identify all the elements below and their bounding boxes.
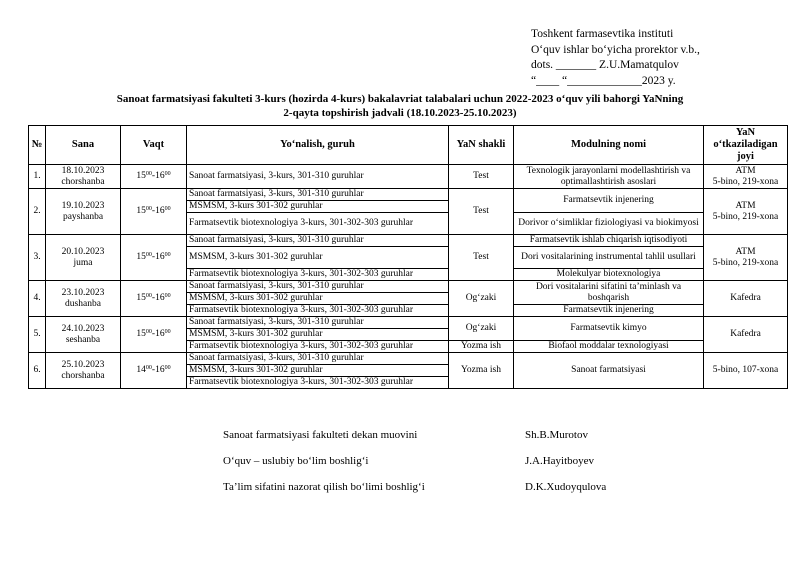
row-time: $14^{00}-16^{00}$	[121, 353, 187, 389]
header-no: №	[29, 126, 46, 165]
header-module: Modulning nomi	[514, 126, 704, 165]
row-place: 5-bino, 107-xona	[704, 353, 788, 389]
row-module: Farmatsevtik ishlab chiqarish iqtisodiyoti	[514, 235, 704, 247]
header-place: YaN o‘tkaziladigan joyi	[704, 126, 788, 165]
row-number: 5.	[29, 317, 46, 353]
row-place: ATM 5-bino, 219-xona	[704, 235, 788, 281]
title-line-2: 2-qayta topshirish jadvali (18.10.2023-25.10.2023)	[283, 107, 517, 119]
row-time: $15^{00}-16^{00}$	[121, 317, 187, 353]
header-direction: Yo‘nalish, guruh	[187, 126, 449, 165]
row-group: Sanoat farmatsiyasi, 3-kurs, 301-310 guruhlar	[187, 317, 449, 329]
row-module: Dori vositalarini sifatini ta’minlash va boshqarish	[514, 281, 704, 305]
row-group: Farmatsevtik biotexnologiya 3-kurs, 301-302-303 guruhlar	[187, 213, 449, 235]
approval-position: O‘quv ishlar bo‘yicha prorektor v.b.,	[531, 43, 700, 56]
row-number: 4.	[29, 281, 46, 317]
row-module: Dori vositalarining instrumental tahlil usullari	[514, 247, 704, 269]
row-group: MSMSM, 3-kurs 301-302 guruhlar	[187, 329, 449, 341]
row-date: 25.10.2023 chorshanba	[46, 353, 121, 389]
row-date: 23.10.2023 dushanba	[46, 281, 121, 317]
row-module: Dorivor o‘simliklar fiziologiyasi va biokimyosi	[514, 213, 704, 235]
row-module: Farmatsevtik kimyo	[514, 317, 704, 341]
row-group: Farmatsevtik biotexnologiya 3-kurs, 301-302-303 guruhlar	[187, 305, 449, 317]
row-form: Og‘zaki	[449, 281, 514, 317]
row-number: 2.	[29, 189, 46, 235]
signature-name-dean: Sh.B.Murotov	[525, 429, 588, 441]
row-form: Test	[449, 235, 514, 281]
row-group: Farmatsevtik biotexnologiya 3-kurs, 301-302-303 guruhlar	[187, 341, 449, 353]
row-group: MSMSM, 3-kurs 301-302 guruhlar	[187, 365, 449, 377]
row-time: $15^{00}-16^{00}$	[121, 165, 187, 189]
row-time: $15^{00}-16^{00}$	[121, 281, 187, 317]
row-group: Farmatsevtik biotexnologiya 3-kurs, 301-302-303 guruhlar	[187, 269, 449, 281]
row-number: 6.	[29, 353, 46, 389]
table-row	[29, 353, 788, 365]
header-time: Vaqt	[121, 126, 187, 165]
row-group: Sanoat farmatsiyasi, 3-kurs, 301-310 guruhlar	[187, 235, 449, 247]
row-module: Molekulyar biotexnologiya	[514, 269, 704, 281]
row-date: 20.10.2023 juma	[46, 235, 121, 281]
row-form: Yozma ish	[449, 341, 514, 353]
approval-signer: dots. _______ Z.U.Mamatqulov	[531, 59, 679, 71]
row-group: MSMSM, 3-kurs 301-302 guruhlar	[187, 201, 449, 213]
table-row	[29, 235, 788, 247]
row-place: Kafedra	[704, 281, 788, 317]
row-number: 1.	[29, 165, 46, 189]
row-place: Kafedra	[704, 317, 788, 353]
row-module: Sanoat farmatsiyasi	[514, 353, 704, 389]
table-row	[29, 189, 788, 201]
row-group: MSMSM, 3-kurs 301-302 guruhlar	[187, 293, 449, 305]
row-module: Farmatsevtik injenering	[514, 189, 704, 213]
approval-block	[531, 27, 700, 89]
row-group: MSMSM, 3-kurs 301-302 guruhlar	[187, 247, 449, 269]
row-place: ATM 5-bino, 219-xona	[704, 189, 788, 235]
row-date: 18.10.2023 chorshanba	[46, 165, 121, 189]
row-form: Test	[449, 165, 514, 189]
table-row	[29, 281, 788, 293]
approval-institute: Toshkent farmasevtika instituti	[531, 28, 674, 40]
row-form: Test	[449, 189, 514, 235]
row-place: ATM 5-bino, 219-xona	[704, 165, 788, 189]
row-module: Texnologik jarayonlarni modellashtirish va optimallashtirish asoslari	[514, 165, 704, 189]
exam-schedule-table	[28, 125, 788, 389]
signature-role-methodology: O‘quv – uslubiy bo‘lim boshlig‘i	[223, 455, 369, 467]
signature-name-quality: D.K.Xudoyqulova	[525, 481, 607, 493]
row-group: Farmatsevtik biotexnologiya 3-kurs, 301-302-303 guruhlar	[187, 377, 449, 389]
row-module: Farmatsevtik injenering	[514, 305, 704, 317]
table-header-row	[29, 126, 788, 165]
signature-name-methodology: J.A.Hayitboyev	[525, 455, 595, 467]
signature-role-dean: Sanoat farmatsiyasi fakulteti dekan muovini	[223, 429, 418, 441]
row-time: $15^{00}-16^{00}$	[121, 189, 187, 235]
row-group: Sanoat farmatsiyasi, 3-kurs, 301-310 guruhlar	[187, 189, 449, 201]
row-form: Yozma ish	[449, 353, 514, 389]
title-line-1: Sanoat farmatsiyasi fakulteti 3-kurs (hozirda 4-kurs) bakalavriat talabalari uchun 2022-2023 o‘quv yili bahorgi YaNning	[116, 93, 684, 105]
table-row	[29, 165, 788, 189]
document-title	[60, 92, 740, 120]
row-date: 24.10.2023 seshanba	[46, 317, 121, 353]
row-group: Sanoat farmatsiyasi, 3-kurs, 301-310 guruhlar	[187, 165, 449, 189]
row-number: 3.	[29, 235, 46, 281]
table-row	[29, 317, 788, 329]
row-date: 19.10.2023 payshanba	[46, 189, 121, 235]
row-module: Biofaol moddalar texnologiyasi	[514, 341, 704, 353]
row-group: Sanoat farmatsiyasi, 3-kurs, 301-310 guruhlar	[187, 281, 449, 293]
signature-role-quality: Ta’lim sifatini nazorat qilish bo‘limi boshlig‘i	[223, 481, 425, 493]
approval-date-line: “____ “_____________2023 y.	[531, 74, 676, 87]
row-time: $15^{00}-16^{00}$	[121, 235, 187, 281]
row-group: Sanoat farmatsiyasi, 3-kurs, 301-310 guruhlar	[187, 353, 449, 365]
header-date: Sana	[46, 126, 121, 165]
row-form: Og‘zaki	[449, 317, 514, 341]
header-form: YaN shakli	[449, 126, 514, 165]
